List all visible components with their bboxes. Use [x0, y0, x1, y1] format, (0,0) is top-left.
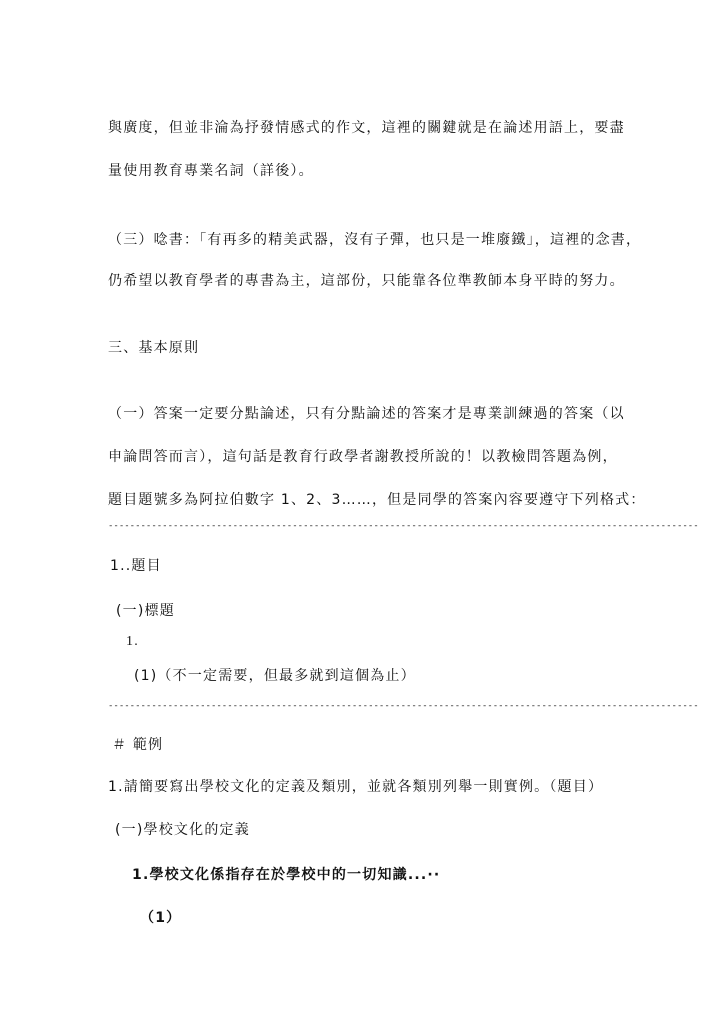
format-level-3: 1.	[126, 634, 139, 649]
example-point: 1.學校文化係指存在於學校中的一切知識...··	[132, 867, 441, 883]
paragraph-line: 仍希望以教育學者的專書為主，這部份，只能靠各位準教師本身平時的努力。	[108, 273, 625, 289]
separator-line: -------------------------------------------------------------------------------------------------------------	[108, 521, 699, 531]
separator-line: -------------------------------------------------------------------------------------------------------------	[108, 701, 699, 711]
example-subpoint: （1）	[140, 910, 182, 926]
paragraph-line: （一）答案一定要分點論述，只有分點論述的答案才是專業訓練過的答案（以	[108, 406, 625, 422]
paragraph-line: 題目題號多為阿拉伯數字 1、2、3……，但是同學的答案內容要遵守下列格式：	[108, 492, 646, 508]
paragraph-line: 與廣度，但並非淪為抒發情感式的作文，這裡的關鍵就是在論述用語上，要盡	[108, 120, 625, 136]
format-level-4: (1)（不一定需要，但最多就到這個為止）	[134, 668, 416, 684]
format-level-2: (一)標題	[116, 603, 175, 619]
paragraph-line: 申論問答而言），這句話是教育行政學者謝教授所說的！以教檢問答題為例，	[108, 449, 618, 465]
format-level-1: 1..題目	[110, 558, 162, 574]
example-subtitle: (一)學校文化的定義	[115, 822, 250, 838]
example-question: 1.請簡要寫出學校文化的定義及類別，並就各類別列舉一則實例。（題目）	[108, 779, 604, 795]
paragraph-line: （三）唸書：「有再多的精美武器，沒有子彈，也只是一堆廢鐵」，這裡的念書，	[108, 232, 642, 248]
section-heading: 三、基本原則	[108, 340, 200, 356]
example-heading: ＃ 範例	[112, 737, 164, 753]
paragraph-line: 量使用教育專業名詞（詳後）。	[108, 163, 314, 179]
